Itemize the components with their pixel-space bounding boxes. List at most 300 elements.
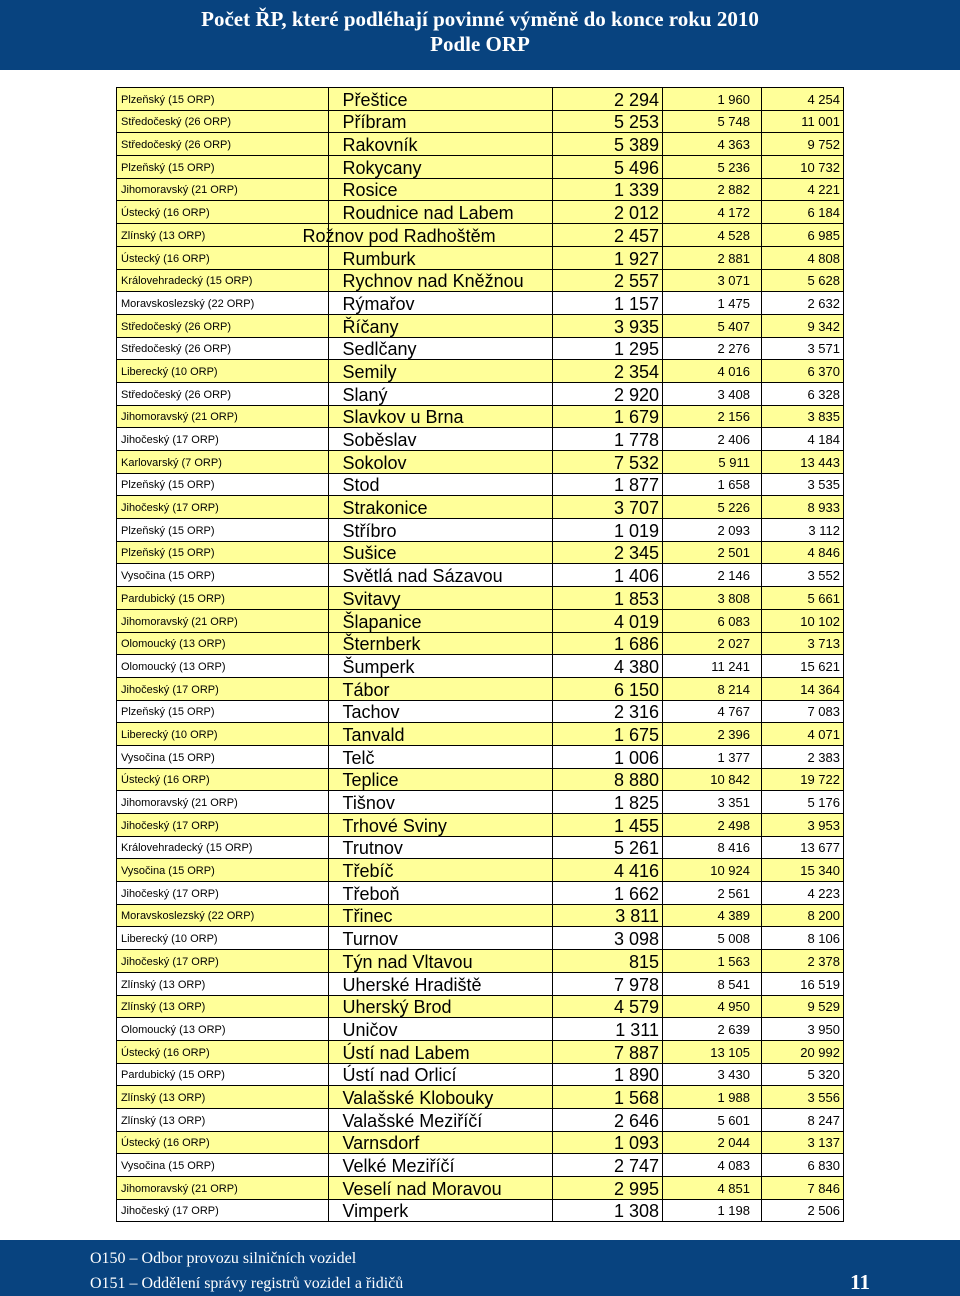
count-cell-2: 8 214: [663, 677, 762, 700]
table-row: [117, 700, 844, 723]
total-cell: 7 083: [762, 700, 844, 723]
total-cell: 5 176: [762, 791, 844, 814]
total-cell: 3 835: [762, 405, 844, 428]
region-cell: Moravskoslezský (22 ORP): [117, 292, 329, 315]
orp-name-cell: [329, 519, 553, 542]
table-row: [117, 314, 844, 337]
orp-name-cell: [329, 950, 553, 973]
orp-name: Šlapanice: [342, 611, 422, 632]
count-cell-2: 13 105: [663, 1040, 762, 1063]
region-cell: Moravskoslezský (22 ORP): [117, 904, 329, 927]
orp-name: Uničov: [342, 1019, 398, 1040]
orp-name: Ústí nad Orlicí: [342, 1065, 457, 1086]
count-cell: 1 295: [553, 337, 663, 360]
orp-name-cell: [329, 405, 553, 428]
total-cell: 15 340: [762, 859, 844, 882]
orp-name-cell: [329, 382, 553, 405]
count-cell: 2 920: [553, 382, 663, 405]
count-cell: 1 877: [553, 473, 663, 496]
total-cell: 2 383: [762, 745, 844, 768]
footer-line-1: O150 – Odbor provozu silničních vozidel: [90, 1250, 357, 1267]
total-cell: 9 752: [762, 133, 844, 156]
table-row: [117, 1018, 844, 1041]
orp-name-cell: [329, 314, 553, 337]
count-cell: 2 646: [553, 1108, 663, 1131]
count-cell-2: 3 430: [663, 1063, 762, 1086]
orp-name: Valašské Meziříčí: [342, 1110, 483, 1131]
table-row: [117, 451, 844, 474]
count-cell: 1 675: [553, 723, 663, 746]
region-cell: Zlínský (13 ORP): [117, 1086, 329, 1109]
total-cell: 3 950: [762, 1018, 844, 1041]
total-cell: 9 342: [762, 314, 844, 337]
orp-name: Trhové Sviny: [342, 815, 447, 836]
region-cell: Jihočeský (17 ORP): [117, 882, 329, 905]
total-cell: 3 112: [762, 519, 844, 542]
table-row: [117, 269, 844, 292]
page-number: 11: [850, 1270, 870, 1294]
orp-name-cell: [329, 904, 553, 927]
count-cell: 2 747: [553, 1154, 663, 1177]
count-cell-2: 2 882: [663, 178, 762, 201]
orp-name-cell: [329, 269, 553, 292]
region-cell: Olomoucký (13 ORP): [117, 1018, 329, 1041]
table-row: [117, 405, 844, 428]
count-cell-2: 2 396: [663, 723, 762, 746]
count-cell-2: 3 351: [663, 791, 762, 814]
orp-name: Tábor: [342, 679, 390, 700]
count-cell-2: 4 851: [663, 1177, 762, 1200]
count-cell-2: 5 236: [663, 156, 762, 179]
orp-name-cell: [329, 428, 553, 451]
region-cell: Plzeňský (15 ORP): [117, 519, 329, 542]
table-row: [117, 428, 844, 451]
orp-name-cell: [329, 1108, 553, 1131]
orp-name: Příbram: [342, 112, 407, 133]
orp-name: Říčany: [342, 316, 399, 337]
orp-name-cell: [329, 859, 553, 882]
count-cell-2: 3 408: [663, 382, 762, 405]
orp-name-cell: [329, 360, 553, 383]
orp-name-cell: [329, 791, 553, 814]
table-row: [117, 1063, 844, 1086]
orp-name-cell: [329, 564, 553, 587]
count-cell-2: 2 146: [663, 564, 762, 587]
region-cell: Olomoucký (13 ORP): [117, 632, 329, 655]
count-cell-2: 5 008: [663, 927, 762, 950]
table-row: [117, 541, 844, 564]
count-cell-2: 1 988: [663, 1086, 762, 1109]
table-row: [117, 859, 844, 882]
orp-name-cell: [329, 1040, 553, 1063]
orp-name-cell: [329, 632, 553, 655]
count-cell: 1 455: [553, 814, 663, 837]
total-cell: 4 223: [762, 882, 844, 905]
total-cell: 8 247: [762, 1108, 844, 1131]
orp-name: Třinec: [342, 906, 393, 927]
table-row: [117, 382, 844, 405]
count-cell: 6 150: [553, 677, 663, 700]
region-cell: Ústecký (16 ORP): [117, 201, 329, 224]
total-cell: 2 378: [762, 950, 844, 973]
orp-name-cell: [329, 1131, 553, 1154]
total-cell: 6 985: [762, 224, 844, 247]
count-cell: 2 457: [553, 224, 663, 247]
table-row: [117, 1040, 844, 1063]
count-cell-2: 4 363: [663, 133, 762, 156]
count-cell-2: 2 276: [663, 337, 762, 360]
total-cell: 3 571: [762, 337, 844, 360]
orp-name: Trutnov: [342, 838, 403, 859]
region-cell: Jihočeský (17 ORP): [117, 1199, 329, 1222]
table-row: [117, 950, 844, 973]
region-cell: Pardubický (15 ORP): [117, 587, 329, 610]
count-cell-2: 10 924: [663, 859, 762, 882]
region-cell: Liberecký (10 ORP): [117, 723, 329, 746]
region-cell: Ústecký (16 ORP): [117, 768, 329, 791]
orp-name-cell: [329, 587, 553, 610]
orp-name: Veselí nad Moravou: [342, 1178, 502, 1199]
count-cell: 1 825: [553, 791, 663, 814]
region-cell: Zlínský (13 ORP): [117, 995, 329, 1018]
table-row: [117, 995, 844, 1018]
count-cell: 1 311: [553, 1018, 663, 1041]
table-row: [117, 1108, 844, 1131]
table-row: [117, 473, 844, 496]
count-cell: 1 853: [553, 587, 663, 610]
orp-name: Varnsdorf: [342, 1133, 420, 1154]
total-cell: 3 535: [762, 473, 844, 496]
orp-name-cell: [329, 201, 553, 224]
table-row: [117, 201, 844, 224]
total-cell: 6 830: [762, 1154, 844, 1177]
orp-name: Rosice: [342, 180, 398, 201]
orp-name-cell: [302, 224, 553, 247]
count-cell-2: 2 406: [663, 428, 762, 451]
region-cell: Plzeňský (15 ORP): [117, 88, 329, 111]
orp-name: Telč: [342, 747, 375, 768]
orp-name: Rumburk: [342, 248, 416, 269]
count-cell: 4 019: [553, 609, 663, 632]
count-cell-2: 1 960: [663, 88, 762, 111]
orp-name-cell: [329, 88, 553, 111]
orp-name: Ústí nad Labem: [342, 1042, 470, 1063]
orp-name-cell: [329, 541, 553, 564]
total-cell: 3 713: [762, 632, 844, 655]
count-cell: 7 887: [553, 1040, 663, 1063]
total-cell: 6 370: [762, 360, 844, 383]
table-row: [117, 632, 844, 655]
count-cell: 8 880: [553, 768, 663, 791]
region-cell: Středočeský (26 ORP): [117, 337, 329, 360]
orp-name: Šumperk: [342, 656, 415, 677]
count-cell: 1 406: [553, 564, 663, 587]
total-cell: 6 328: [762, 382, 844, 405]
total-cell: 2 632: [762, 292, 844, 315]
orp-name-cell: [329, 1154, 553, 1177]
count-cell: 1 157: [553, 292, 663, 315]
count-cell: 5 261: [553, 836, 663, 859]
region-cell: Plzeňský (15 ORP): [117, 700, 329, 723]
page-subtitle: Podle ORP: [430, 32, 530, 56]
total-cell: 14 364: [762, 677, 844, 700]
count-cell: 2 995: [553, 1177, 663, 1200]
count-cell-2: 4 389: [663, 904, 762, 927]
count-cell: 5 389: [553, 133, 663, 156]
orp-name-cell: [329, 677, 553, 700]
region-cell: Jihočeský (17 ORP): [117, 814, 329, 837]
orp-name: Tanvald: [342, 724, 405, 745]
count-cell-2: 1 658: [663, 473, 762, 496]
region-cell: Plzeňský (15 ORP): [117, 541, 329, 564]
orp-name-cell: [329, 609, 553, 632]
total-cell: 5 661: [762, 587, 844, 610]
orp-name: Tišnov: [342, 793, 395, 813]
region-cell: Středočeský (26 ORP): [117, 133, 329, 156]
total-cell: 4 184: [762, 428, 844, 451]
orp-name: Svitavy: [342, 588, 401, 609]
total-cell: 19 722: [762, 768, 844, 791]
orp-name: Sedlčany: [342, 339, 417, 360]
total-cell: 5 320: [762, 1063, 844, 1086]
count-cell: 3 098: [553, 927, 663, 950]
orp-name-cell: [329, 178, 553, 201]
orp-name: Třeboň: [342, 883, 400, 904]
table-row: [117, 224, 844, 247]
orp-name-cell: [329, 156, 553, 179]
count-cell: 1 662: [553, 882, 663, 905]
count-cell: 1 019: [553, 519, 663, 542]
orp-name: Uherský Brod: [342, 997, 452, 1018]
region-cell: Karlovarský (7 ORP): [117, 451, 329, 474]
table-row: [117, 337, 844, 360]
orp-name-cell: [329, 814, 553, 837]
orp-name-cell: [329, 292, 553, 315]
count-cell-2: 1 377: [663, 745, 762, 768]
orp-name: Rychnov nad Kněžnou: [342, 271, 524, 292]
count-cell-2: 8 541: [663, 972, 762, 995]
count-cell-2: 1 198: [663, 1199, 762, 1222]
orp-name: Šternberk: [342, 634, 421, 655]
orp-name: Rýmařov: [342, 293, 415, 314]
count-cell-2: 8 416: [663, 836, 762, 859]
total-cell: 4 808: [762, 246, 844, 269]
count-cell: 1 093: [553, 1131, 663, 1154]
region-cell: Jihomoravský (21 ORP): [117, 609, 329, 632]
orp-name: Sušice: [342, 543, 397, 564]
table-row: [117, 745, 844, 768]
table-row: [117, 519, 844, 542]
table-row: [117, 972, 844, 995]
region-cell: Jihomoravský (21 ORP): [117, 1177, 329, 1200]
table-row: [117, 292, 844, 315]
count-cell-2: 4 950: [663, 995, 762, 1018]
orp-name: Uherské Hradiště: [342, 974, 482, 995]
total-cell: 3 137: [762, 1131, 844, 1154]
region-cell: Plzeňský (15 ORP): [117, 473, 329, 496]
count-cell: 2 012: [553, 201, 663, 224]
count-cell: 1 679: [553, 405, 663, 428]
table-row: [117, 564, 844, 587]
orp-name-cell: [329, 745, 553, 768]
count-cell: 2 557: [553, 269, 663, 292]
orp-name: Soběslav: [342, 430, 417, 450]
count-cell-2: 4 016: [663, 360, 762, 383]
count-cell: 5 253: [553, 110, 663, 133]
region-cell: Vysočina (15 ORP): [117, 859, 329, 882]
table-row: [117, 1199, 844, 1222]
count-cell-2: 3 071: [663, 269, 762, 292]
count-cell: 4 380: [553, 655, 663, 678]
total-cell: 9 529: [762, 995, 844, 1018]
count-cell-2: 2 156: [663, 405, 762, 428]
orp-name-cell: [329, 995, 553, 1018]
total-cell: 11 001: [762, 110, 844, 133]
count-cell: 1 686: [553, 632, 663, 655]
region-cell: Jihočeský (17 ORP): [117, 496, 329, 519]
region-cell: Zlínský (13 ORP): [117, 1108, 329, 1131]
total-cell: 6 184: [762, 201, 844, 224]
table-row: [117, 768, 844, 791]
count-cell-2: 4 172: [663, 201, 762, 224]
region-cell: Jihomoravský (21 ORP): [117, 405, 329, 428]
orp-table-body: [117, 88, 844, 1222]
count-cell-2: 2 044: [663, 1131, 762, 1154]
count-cell-2: 6 083: [663, 609, 762, 632]
table-row: [117, 496, 844, 519]
total-cell: 16 519: [762, 972, 844, 995]
count-cell: 3 707: [553, 496, 663, 519]
region-cell: Jihomoravský (21 ORP): [117, 791, 329, 814]
orp-name-cell: [329, 133, 553, 156]
orp-name-cell: [329, 1063, 553, 1086]
count-cell: 7 978: [553, 972, 663, 995]
count-cell: 4 416: [553, 859, 663, 882]
orp-name: Slaný: [342, 384, 388, 405]
count-cell-2: 3 808: [663, 587, 762, 610]
orp-name: Turnov: [342, 929, 398, 950]
orp-name: Slavkov u Brna: [342, 407, 464, 428]
orp-name-cell: [329, 246, 553, 269]
orp-name-cell: [329, 496, 553, 519]
table-row: [117, 836, 844, 859]
region-cell: Plzeňský (15 ORP): [117, 156, 329, 179]
count-cell-2: 11 241: [663, 655, 762, 678]
count-cell-2: 2 027: [663, 632, 762, 655]
total-cell: 8 106: [762, 927, 844, 950]
count-cell: 1 778: [553, 428, 663, 451]
count-cell: 2 354: [553, 360, 663, 383]
region-cell: Ústecký (16 ORP): [117, 1040, 329, 1063]
orp-name-cell: [329, 768, 553, 791]
region-cell: Olomoucký (13 ORP): [117, 655, 329, 678]
count-cell-2: 2 639: [663, 1018, 762, 1041]
table-row: [117, 88, 844, 111]
table-row: [117, 904, 844, 927]
region-cell: Středočeský (26 ORP): [117, 110, 329, 133]
table-row: [117, 178, 844, 201]
orp-name-cell: [329, 1199, 553, 1222]
orp-name: Teplice: [342, 770, 399, 791]
page-footer: [0, 1240, 960, 1296]
orp-name: Velké Meziříčí: [342, 1156, 455, 1176]
orp-name-cell: [329, 1018, 553, 1041]
orp-name-cell: [329, 655, 553, 678]
region-cell: Jihočeský (17 ORP): [117, 677, 329, 700]
region-cell: Středočeský (26 ORP): [117, 314, 329, 337]
region-cell: Jihomoravský (21 ORP): [117, 178, 329, 201]
count-cell-2: 1 563: [663, 950, 762, 973]
orp-name-cell: [329, 836, 553, 859]
count-cell: 3 935: [553, 314, 663, 337]
count-cell-2: 4 767: [663, 700, 762, 723]
total-cell: 13 677: [762, 836, 844, 859]
orp-name-cell: [329, 723, 553, 746]
total-cell: 2 506: [762, 1199, 844, 1222]
count-cell: 2 345: [553, 541, 663, 564]
total-cell: 10 732: [762, 156, 844, 179]
region-cell: Jihočeský (17 ORP): [117, 428, 329, 451]
page-title: Počet ŘP, které podléhají povinné výměně do konce roku 2010: [201, 7, 759, 31]
region-cell: Liberecký (10 ORP): [117, 927, 329, 950]
table-row: [117, 677, 844, 700]
orp-name-cell: [329, 451, 553, 474]
count-cell-2: 10 842: [663, 768, 762, 791]
table-row: [117, 156, 844, 179]
table-row: [117, 360, 844, 383]
orp-name: Stříbro: [342, 520, 397, 541]
orp-name-cell: [329, 700, 553, 723]
region-cell: Ústecký (16 ORP): [117, 1131, 329, 1154]
table-row: [117, 587, 844, 610]
orp-name: Strakonice: [342, 498, 428, 519]
orp-name: Tachov: [342, 702, 400, 723]
count-cell: 2 316: [553, 700, 663, 723]
total-cell: 8 933: [762, 496, 844, 519]
total-cell: 10 102: [762, 609, 844, 632]
orp-name: Vimperk: [342, 1201, 409, 1222]
table-row: [117, 927, 844, 950]
count-cell-2: 1 475: [663, 292, 762, 315]
count-cell: 1 308: [553, 1199, 663, 1222]
region-cell: Královehradecký (15 ORP): [117, 269, 329, 292]
total-cell: 3 552: [762, 564, 844, 587]
table-row: [117, 1177, 844, 1200]
total-cell: 4 846: [762, 541, 844, 564]
orp-name: Rakovník: [342, 135, 418, 156]
region-cell: Zlínský (13 ORP): [117, 972, 329, 995]
orp-name-cell: [329, 1177, 553, 1200]
count-cell-2: 2 881: [663, 246, 762, 269]
table-row: [117, 791, 844, 814]
count-cell: 1 339: [553, 178, 663, 201]
total-cell: 4 071: [762, 723, 844, 746]
orp-name: Rožnov pod Radhoštěm: [302, 225, 496, 246]
total-cell: 5 628: [762, 269, 844, 292]
orp-name-cell: [329, 473, 553, 496]
orp-name: Valašské Klobouky: [342, 1087, 494, 1108]
count-cell: 1 890: [553, 1063, 663, 1086]
count-cell-2: 2 093: [663, 519, 762, 542]
count-cell-2: 5 911: [663, 451, 762, 474]
table-row: [117, 882, 844, 905]
count-cell-2: 5 601: [663, 1108, 762, 1131]
page-header: [0, 0, 960, 70]
table-row: [117, 1131, 844, 1154]
count-cell: 1 568: [553, 1086, 663, 1109]
table-row: [117, 814, 844, 837]
region-cell: Vysočina (15 ORP): [117, 745, 329, 768]
